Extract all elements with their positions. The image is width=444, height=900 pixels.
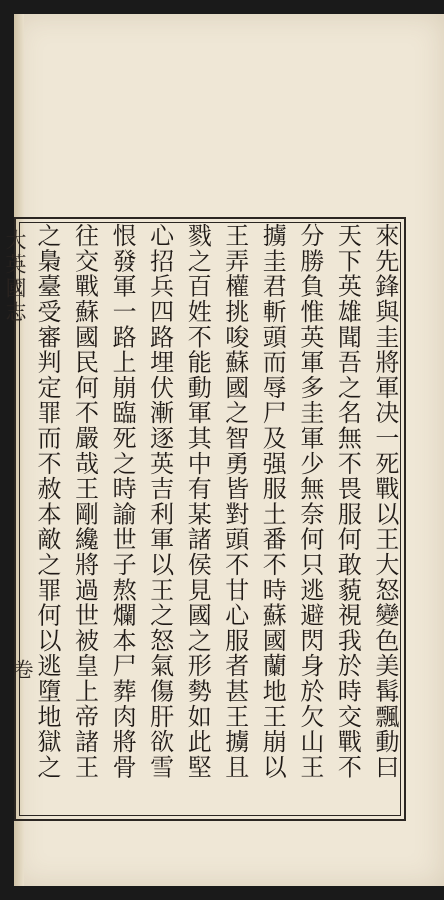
text-column-9: 往交戰蘇國民何不嚴哉王剛纔將過世被皇上帝諸王 — [70, 223, 99, 780]
text-column-1: 來先鋒與圭將軍决一死戰以王大怒變色美髯飄動曰 — [370, 223, 399, 780]
text-column-6: 戮之百姓不能動軍其中有某諸侯見國之形勢如此堅 — [183, 223, 212, 780]
text-column-10: 之梟臺受審判定罪而不赦本敵之罪何以逃墮地獄之 — [33, 223, 61, 780]
text-column-2: 天下英雄聞吾之名無不畏服何敢藐視我於時交戰不 — [333, 223, 362, 780]
text-column-5: 王弄權挑唆蘇國之智勇皆對頭不甘心服者甚王擄且 — [220, 223, 249, 780]
book-title: 大英國志 — [3, 229, 27, 325]
edge-title-strip — [3, 229, 34, 809]
volume-label: 卷 — [10, 659, 34, 679]
upper-margin — [14, 14, 444, 214]
text-column-4: 擄圭君斬頭而辱尸及强服土番不時蘇國蘭地王崩以 — [258, 223, 287, 780]
text-column-3: 分勝負惟英軍多圭軍少無奈何只逃避閃身於欠山王 — [295, 223, 324, 780]
text-column-7: 心招兵四路埋伏漸逐英吉利軍以王之怒氣傷肝欲雪 — [145, 223, 174, 780]
text-columns — [30, 219, 402, 817]
printed-text-block — [3, 217, 406, 821]
text-column-8: 恨發軍一路上崩臨死之時諭世子熬爛本尸葬肉將骨 — [108, 223, 137, 780]
book-page — [3, 14, 444, 886]
